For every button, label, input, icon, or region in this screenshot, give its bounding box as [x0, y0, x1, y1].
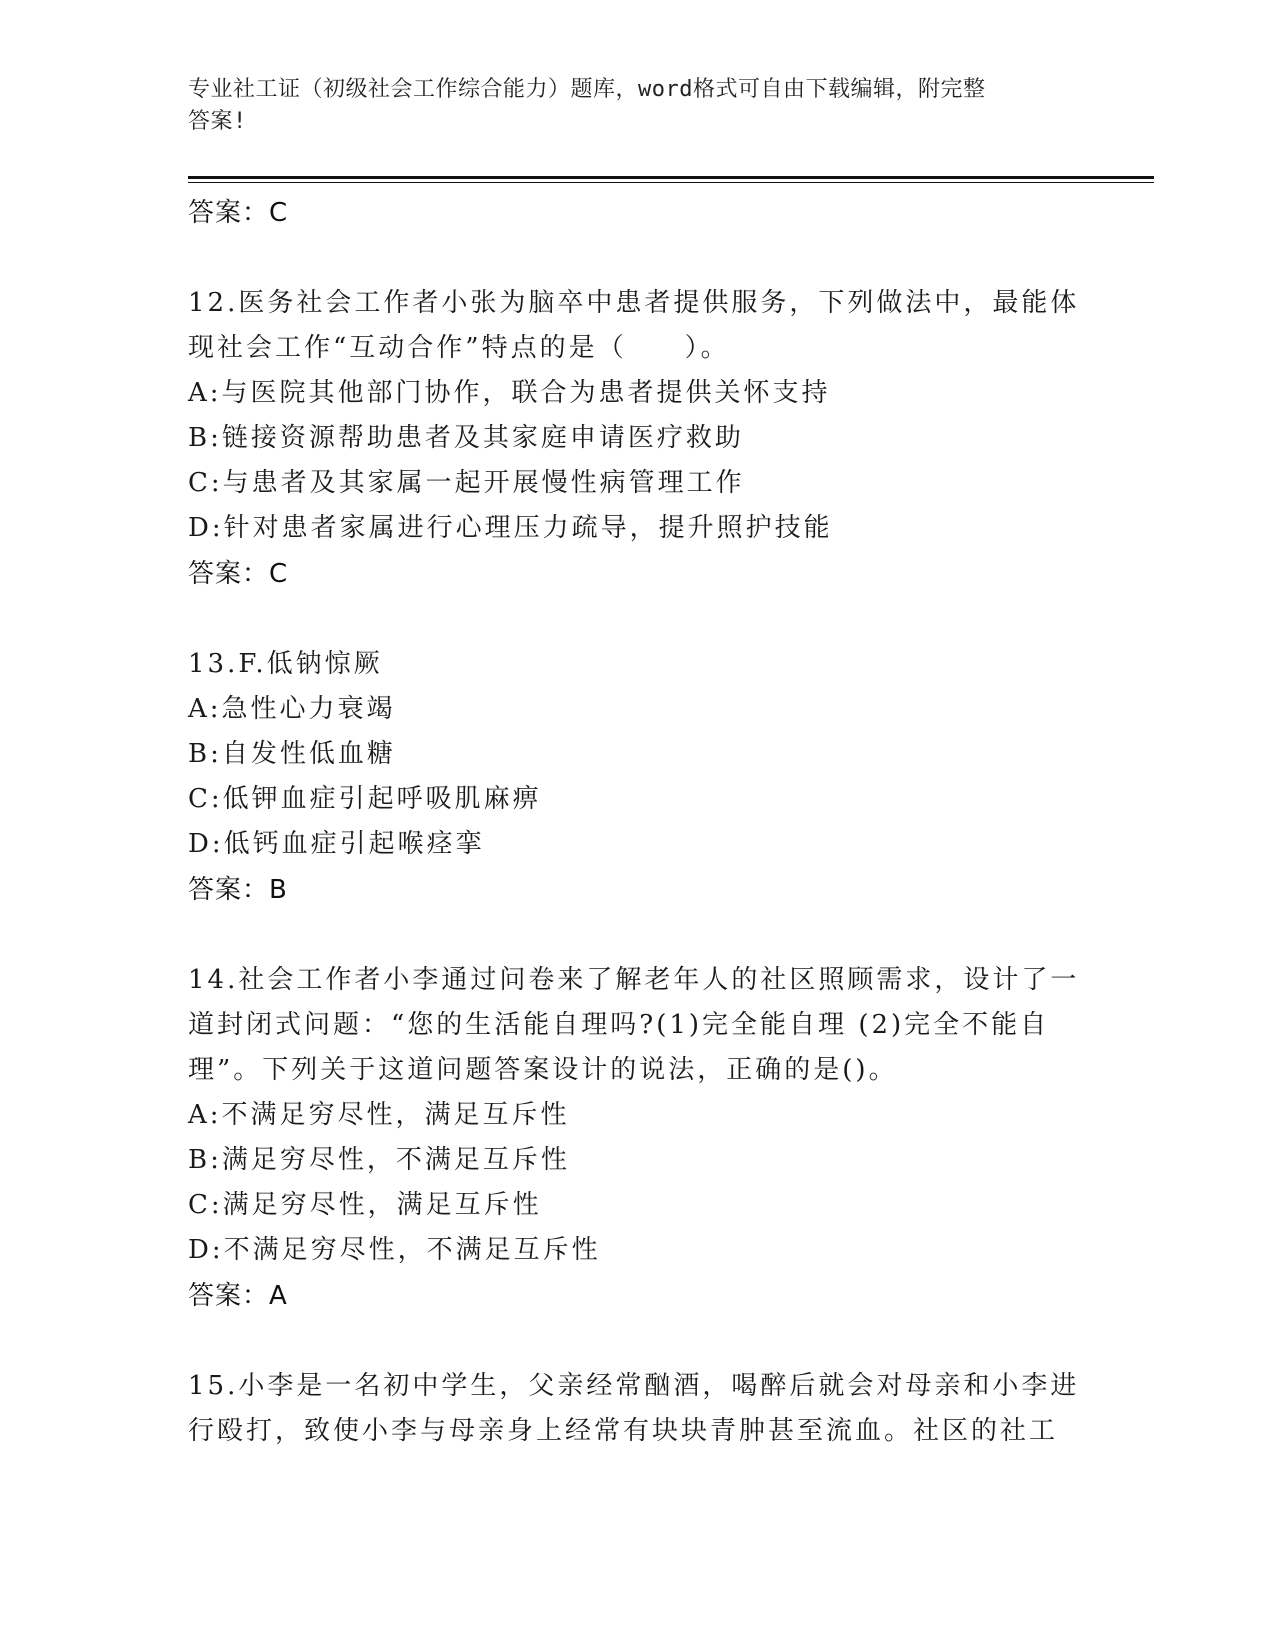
spacer [188, 236, 1088, 281]
question-answer: 答案：C [188, 559, 289, 589]
previous-answer: 答案：C [188, 198, 289, 228]
question-stem-line: 14.社会工作者小李通过问卷来了解老年人的社区照顾需求，设计了一 [188, 965, 1080, 995]
option-b: B:链接资源帮助患者及其家庭申请医疗救助 [188, 423, 744, 453]
question-stem-line: 道封闭式问题：“您的生活能自理吗?(1)完全能自理 (2)完全不能自 [188, 1010, 1050, 1040]
question-12 [188, 281, 1088, 597]
question-14 [188, 958, 1088, 1319]
question-content [188, 190, 1088, 1454]
question-13 [188, 642, 1088, 913]
question-answer: 答案：B [188, 875, 288, 905]
question-stem-line: 理”。下列关于这道问题答案设计的说法，正确的是()。 [188, 1055, 898, 1085]
option-a: A:急性心力衰竭 [188, 694, 396, 724]
option-c: C:低钾血症引起呼吸肌麻痹 [188, 784, 542, 814]
option-d: D:不满足穷尽性，不满足互斥性 [188, 1235, 601, 1265]
option-c: C:满足穷尽性，满足互斥性 [188, 1190, 542, 1220]
header-line-2: 答案! [188, 109, 247, 134]
spacer [188, 597, 1088, 642]
option-d: D:针对患者家属进行心理压力疏导，提升照护技能 [188, 513, 833, 543]
header-line-1: 专业社工证（初级社会工作综合能力）题库，word格式可自由下载编辑，附完整 [188, 77, 986, 102]
spacer [188, 913, 1088, 958]
header-divider-thin [188, 182, 1154, 183]
option-a: A:与医院其他部门协作，联合为患者提供关怀支持 [188, 378, 831, 408]
question-stem-line: 行殴打，致使小李与母亲身上经常有块块青肿甚至流血。社区的社工 [188, 1416, 1059, 1446]
question-stem-line: 13.F.低钠惊厥 [188, 649, 383, 679]
question-stem-line: 12.医务社会工作者小张为脑卒中患者提供服务，下列做法中，最能体 [188, 288, 1080, 318]
page-header [188, 74, 1068, 138]
option-c: C:与患者及其家属一起开展慢性病管理工作 [188, 468, 745, 498]
question-answer: 答案：A [188, 1281, 288, 1311]
question-stem-line: 现社会工作“互动合作”特点的是（ ）。 [188, 333, 730, 363]
option-d: D:低钙血症引起喉痉挛 [188, 829, 485, 859]
option-b: B:自发性低血糖 [188, 739, 396, 769]
header-divider-thick [188, 176, 1154, 179]
spacer [188, 1319, 1088, 1364]
question-stem-line: 15.小李是一名初中学生，父亲经常酗酒，喝醉后就会对母亲和小李进 [188, 1371, 1080, 1401]
question-15 [188, 1364, 1088, 1454]
option-a: A:不满足穷尽性，满足互斥性 [188, 1100, 570, 1130]
option-b: B:满足穷尽性，不满足互斥性 [188, 1145, 570, 1175]
